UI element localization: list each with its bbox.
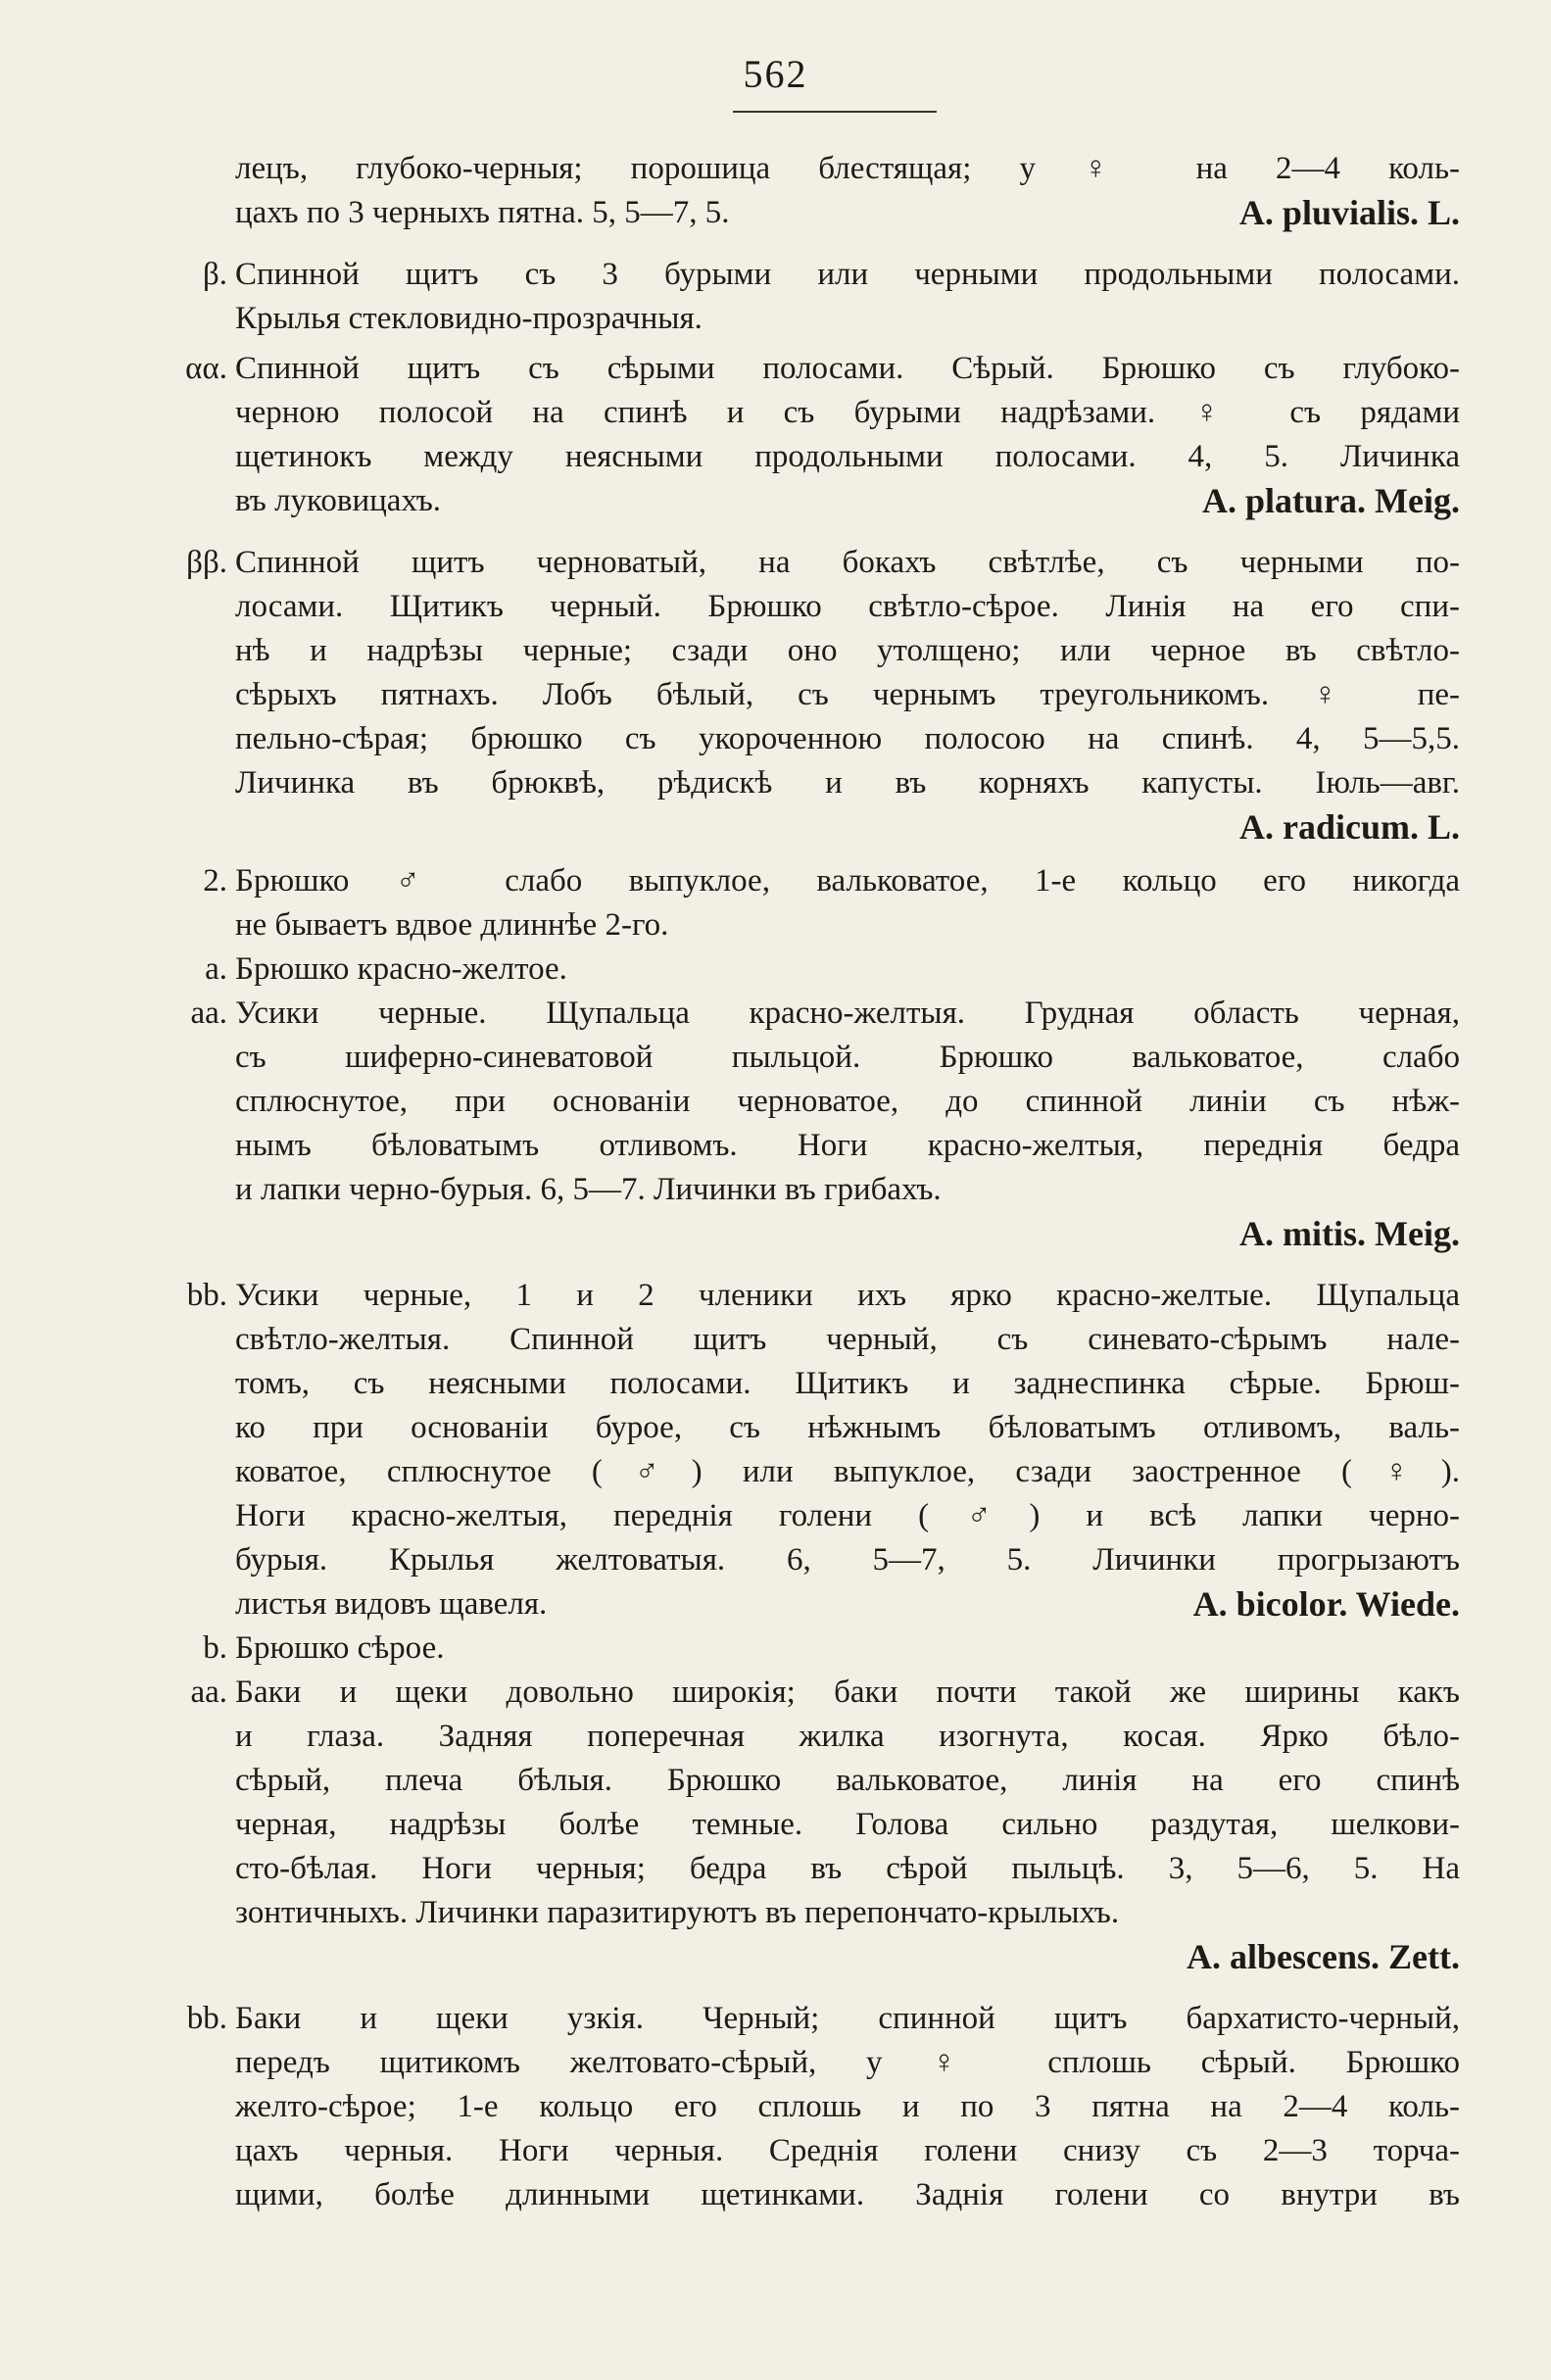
entry-line: и глаза. Задняя поперечная жилка изогнута, косая. Ярко бѣло- [235,1719,1460,1754]
entry-line: сѣрыхъ пятнахъ. Лобъ бѣлый, съ чернымъ треугольникомъ. ♀ пе- [235,677,1460,712]
key-entry [186,1274,1460,1627]
text-body [185,147,1460,2217]
entry-line: Спинной щитъ черноватый, на бокахъ свѣтлѣе, съ черными по- [235,545,1460,580]
entry-last-line: листья видовъ щавеля. [235,1586,548,1622]
entry-line: Личинка въ брюквѣ, рѣдискѣ и въ корняхъ капусты. Іюль—авг. [235,765,1460,801]
entry-marker: aa. [190,996,227,1031]
key-entry [186,541,1460,850]
entry-line: сплюснутое, при основаніи черноватое, до спинной линіи съ нѣж- [235,1084,1460,1119]
entry-line: нѣ и надрѣзы черные; сзади оно утолщено; или черное въ свѣтло- [235,633,1460,668]
species-name: A. radicum. L. [1239,807,1460,847]
entry-line: Брюшко ♂ слабо выпуклое, вальковатое, 1-е кольцо его никогда [235,863,1460,899]
entry-marker: aa. [190,1675,227,1710]
entry-line: бурыя. Крылья желтоватыя. 6, 5—7, 5. Личинки прогрызаютъ [235,1542,1460,1578]
entry-marker: bb. [186,1278,227,1313]
species-name: A. platura. Meig. [1202,481,1460,520]
entry-marker: a. [205,951,227,987]
entry-line: Баки и щеки довольно широкія; баки почти такой же ширины какъ [235,1675,1460,1710]
species-name: A. pluvialis. L. [1238,193,1460,232]
key-entry [190,1671,1460,1979]
entry-line: пельно-сѣрая; брюшко съ укороченною полосою на спинѣ. 4, 5—5,5. [235,721,1460,756]
entry-last-line: не бываетъ вдвое длиннѣе 2-го. [235,907,669,943]
entry-line: Спинной щитъ съ 3 бурыми или черными продольными полосами. [235,257,1460,292]
entry-line: нымъ бѣловатымъ отливомъ. Ноги красно-желтыя, переднія бедра [235,1128,1460,1163]
entry-line: щетинокъ между неясными продольными полосами. 4, 5. Личинка [235,439,1460,474]
entry-line: съ шиферно-синеватовой пыльцой. Брюшко вальковатое, слабо [235,1040,1460,1075]
entry-line: Баки и щеки узкія. Черный; спинной щитъ бархатисто-черный, [235,2001,1460,2036]
entry-last-line: Брюшко красно-желтое. [235,951,567,987]
entry-last-line: цахъ по 3 черныхъ пятна. 5, 5—7, 5. [235,195,730,230]
entry-line: цахъ черныя. Ноги черныя. Среднія голени снизу съ 2—3 торча- [235,2133,1460,2168]
entry-marker: αα. [185,351,227,386]
entry-line: черная, надрѣзы болѣе темные. Голова сильно раздутая, шелкови- [235,1807,1460,1842]
entry-marker: bb. [186,2001,227,2036]
entry-last-line: зонтичныхъ. Личинки паразитируютъ въ перепончато-крылыхъ. [235,1895,1120,1930]
entry-line: передъ щитикомъ желтовато-сѣрый, у ♀ сплошь сѣрый. Брюшко [235,2045,1460,2080]
entry-marker: b. [203,1630,227,1666]
entry-line: сто-бѣлая. Ноги черныя; бедра въ сѣрой пыльцѣ. 3, 5—6, 5. На [235,1851,1460,1886]
entry-line: Усики черные. Щупальца красно-желтыя. Грудная область черная, [235,996,1460,1031]
page-number-rule [733,111,937,113]
key-entry [203,1627,1460,1671]
page-number: 562 [743,52,808,96]
entry-last-line: и лапки черно-бурыя. 6, 5—7. Личинки въ грибахъ. [235,1172,942,1207]
entry-marker: ββ. [186,545,227,580]
species-name: A. albescens. Zett. [1187,1937,1460,1976]
entry-line: лецъ, глубоко-черныя; порошица блестящая; у ♀ на 2—4 коль- [235,151,1460,186]
key-entry [205,947,1460,992]
species-name: A. mitis. Meig. [1239,1214,1460,1253]
entry-line: щими, болѣе длинными щетинками. Заднія голени со внутри въ [235,2177,1460,2212]
entry-line: Спинной щитъ съ сѣрыми полосами. Сѣрый. Брюшко съ глубоко- [235,351,1460,386]
entry-last-line: Брюшко сѣрое. [235,1630,445,1666]
entry-marker: β. [202,257,227,292]
species-name: A. bicolor. Wiede. [1192,1584,1460,1624]
entry-line: свѣтло-желтыя. Спинной щитъ черный, съ синевато-сѣрымъ нале- [235,1322,1460,1357]
entry-line: ко при основаніи бурое, съ нѣжнымъ бѣловатымъ отливомъ, валь- [235,1410,1460,1445]
key-entry [202,253,1460,341]
entry-marker: 2. [203,863,227,899]
entry-last-line: Крылья стекловидно-прозрачныя. [235,301,703,336]
key-entry [190,992,1460,1256]
key-entry [235,147,1460,235]
key-entry [186,1997,1460,2217]
key-entry [203,859,1460,947]
key-entry [185,347,1460,523]
entry-last-line: въ луковицахъ. [235,483,442,518]
entry-line: черною полосой на спинѣ и съ бурыми надрѣзами. ♀ съ рядами [235,395,1460,430]
entry-line: коватое, сплюснутое (♂) или выпуклое, сзади заостренное (♀). [235,1454,1460,1489]
entry-line: Ноги красно-желтыя, переднія голени (♂) и всѣ лапки черно- [235,1498,1460,1533]
entry-line: сѣрый, плеча бѣлыя. Брюшко вальковатое, линія на его спинѣ [235,1763,1460,1798]
entry-line: томъ, съ неясными полосами. Щитикъ и заднеспинка сѣрые. Брюш- [235,1366,1460,1401]
entry-line: лосами. Щитикъ черный. Брюшко свѣтло-сѣрое. Линія на его спи- [235,589,1460,624]
entry-line: Усики черные, 1 и 2 членики ихъ ярко красно-желтые. Щупальца [235,1278,1460,1313]
entry-line: желто-сѣрое; 1-е кольцо его сплошь и по 3 пятна на 2—4 коль- [235,2089,1460,2124]
